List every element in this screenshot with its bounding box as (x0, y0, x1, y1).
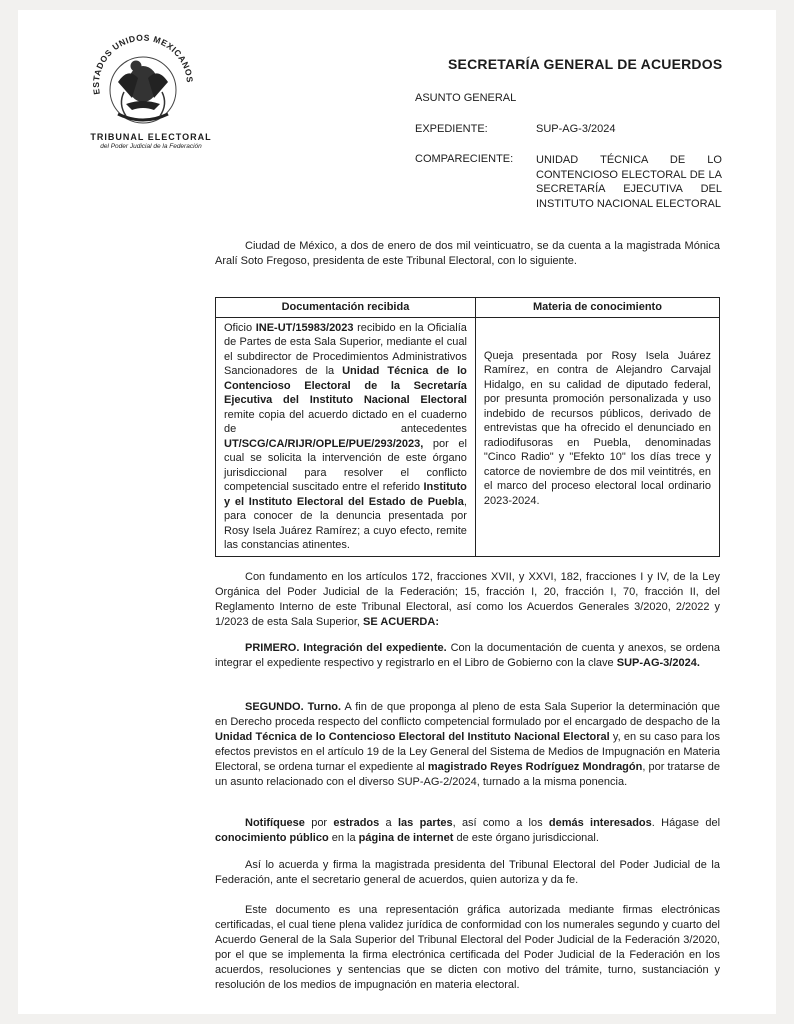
institution-name: TRIBUNAL ELECTORAL (90, 132, 212, 142)
office-title: SECRETARÍA GENERAL DE ACUERDOS (448, 56, 723, 72)
seal-text: ESTADOS UNIDOS MEXICANOS (90, 32, 196, 96)
expediente-label: EXPEDIENTE: (415, 123, 488, 135)
notification-paragraph: Notifíquese por estrados a las partes, así como a los demás interesados. Hágase del conocimiento público en la página de internet de este órgano jurisdiccional. (215, 817, 721, 844)
table-row (216, 317, 720, 556)
documentation-table (215, 297, 720, 557)
subject-matter-cell: Queja presentada por Rosy Isela Juárez Ramírez, en contra de Alejandro Carvajal Hidalgo, en su calidad de diputado federal, por presunta promoción personalizada y uso indebido de recursos públicos, derivado de entrevistas que ha ofrecido el denunciado en radiodifusoras en Puebla, denominadas "Cinco Radio" y "Efekto 10" los días trece y catorce de noviembre de dos mil veintitrés, en el marco del proceso electoral local ordinario 2023-2024. (475, 317, 719, 556)
institution-subtitle: del Poder Judicial de la Federación (100, 143, 202, 150)
table-header-row (216, 298, 720, 318)
table-header-documentation: Documentación recibida (216, 298, 476, 318)
closing-paragraph: Así lo acuerda y firma la magistrada presidenta del Tribunal Electoral del Poder Judicial de la Federación, ante el secretario general de acuerdos, quien autoriza y da fe. (215, 859, 720, 886)
expediente-value: SUP-AG-3/2024 (536, 123, 616, 135)
table-header-subject-matter: Materia de conocimiento (475, 298, 719, 318)
document-page (18, 10, 776, 1014)
documentation-cell: Oficio INE-UT/15983/2023 recibido en la Oficialía de Partes de esta Sala Superior, mediante el cual el subdirector de Procedimientos Administrativos Sancionadores de la Unidad Técnica de lo Contencioso Electoral de la Secretaría Ejecutiva del Instituto Nacional Electoral remite copia del acuerdo dictado en el cuaderno de antecedentes UT/SCG/CA/RIJR/OPLE/PUE/293/2023, por el cual se solicita la intervención de este órgano jurisdiccional para resolver el conflicto competencial suscitado entre el referido Instituto y el Instituto Electoral del Estado de Puebla, para conocer de la denuncia presentada por Rosy Isela Juárez Ramírez; a cuyo efecto, remite las constancias atinentes. (216, 317, 476, 556)
second-resolution-paragraph: SEGUNDO. Turno. A fin de que proponga al pleno de esta Sala Superior la determinación que en Derecho proceda respecto del conflicto competencial formulado por el encargado de despacho de la Unidad Técnica de lo Contencioso Electoral del Instituto Nacional Electoral y, en su caso para los efectos previstos en el artículo 19 de la Ley General del Sistema de Medios de Impugnación en Materia Electoral, se ordena turnar el expediente al magistrado Reyes Rodríguez Mondragón, por tratarse de un asunto relacionado con el diverso SUP-AG-2/2024, turnado a la misma ponencia. (215, 701, 720, 788)
compareciente-value: UNIDAD TÉCNICA DE LO CONTENCIOSO ELECTORAL DE LA SECRETARÍA EJECUTIVA DEL INSTITUTO NACIONAL ELECTORAL (536, 154, 722, 210)
institution-block (76, 132, 226, 150)
legal-basis-paragraph: Con fundamento en los artículos 172, fracciones XVII, y XXVI, 182, fracciones I y IV, de la Ley Orgánica del Poder Judicial de la Federación; 15, fracción I, 20, fracción I, 70, fracción II, del Reglamento Interno de este Tribunal Electoral, así como los Acuerdos Generales 3/2020, 2/2022 y 1/2023 de esta Sala Superior, SE ACUERDA: (215, 571, 720, 628)
electronic-signature-note: Este documento es una representación gráfica autorizada mediante firmas electrónicas certificadas, el cual tiene plena validez jurídica de conformidad con los numerales segundo y cuarto del Acuerdo General de la Sala Superior del Tribunal Electoral del Poder Judicial de la Federación 3/2020, por el que se implementa la firma electrónica certificada del Poder Judicial de la Federación en los acuerdos, resoluciones y sentencias que se dicten con motivo del trámite, turno, sustanciación y resolución de los medios de impugnación en materia electoral. (215, 904, 720, 991)
first-resolution-paragraph: PRIMERO. Integración del expediente. Con la documentación de cuenta y anexos, se ordena integrar el expediente respectivo y registrarlo en el Libro de Gobierno con la clave SUP-AG-3/2024. (215, 642, 721, 669)
national-seal-icon (88, 32, 198, 132)
intro-paragraph: Ciudad de México, a dos de enero de dos mil veinticuatro, se da cuenta a la magistrada Mónica Aralí Soto Fregoso, presidenta de este Tribunal Electoral, con lo siguiente. (215, 240, 720, 267)
compareciente-label: COMPARECIENTE: (415, 153, 514, 165)
case-subject: ASUNTO GENERAL (415, 92, 517, 104)
